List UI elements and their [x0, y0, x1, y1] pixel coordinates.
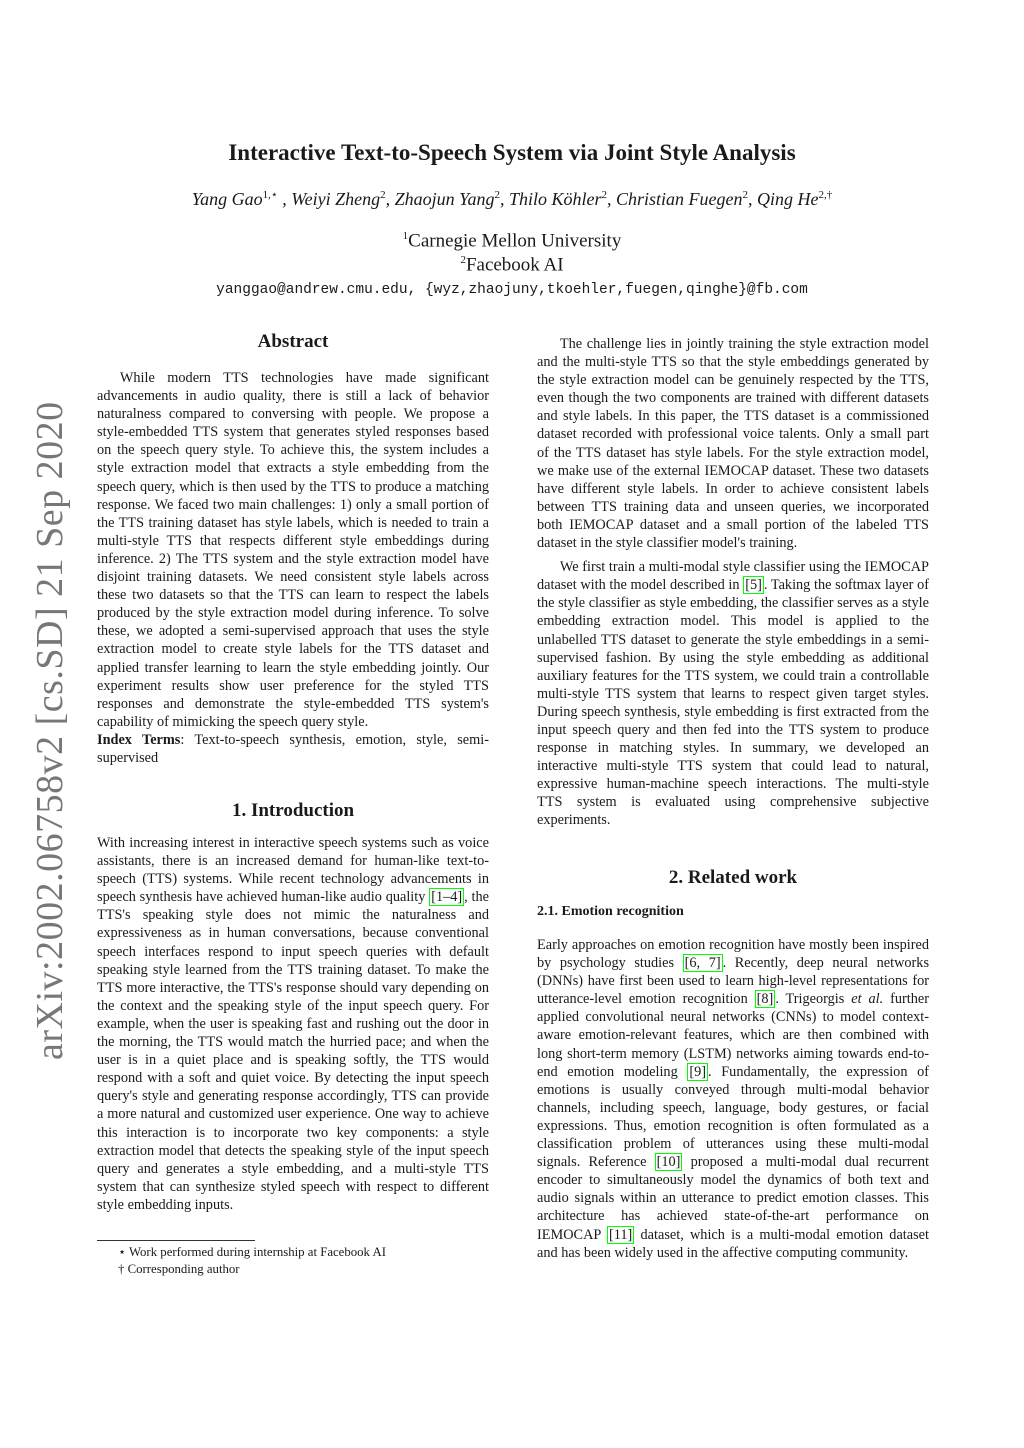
footnote-internship: ⋆ Work performed during internship at Facebook AI: [118, 1245, 386, 1259]
author-emails: yanggao@andrew.cmu.edu, {wyz,zhaojuny,tkoehler,fuegen,qinghe}@fb.com: [216, 282, 808, 298]
emotion-recognition-paragraph: [537, 936, 929, 1262]
text-run: . Recently, deep neural networks (DNNs) have first been used to learn high-level representations for utterance-level emotion recognition: [537, 955, 930, 1008]
text-run: With increasing interest in interactive speech systems such as voice assistants, there is an increased demand for human-like text-to-speech (TTS) systems. While recent technology advancements in speech synthesis have achieved human-like audio quality: [97, 835, 489, 906]
text-run: Early approaches on emotion recognition have mostly been inspired by psychology studies: [537, 937, 929, 972]
author-name: Yang Gao: [191, 189, 263, 209]
introduction-heading: 1. Introduction: [231, 800, 355, 821]
affiliation-facebook: [0, 254, 1024, 276]
author-affiliation-mark: 1,⋆: [262, 189, 278, 201]
citation-link[interactable]: [10]: [656, 1154, 681, 1171]
arxiv-identifier-sidebar: arXiv:2002.06758v2 [cs.SD] 21 Sep 2020: [29, 401, 71, 1060]
et-al: et al.: [851, 991, 884, 1008]
text-run: We first train a multi-modal style classifier using the IEMOCAP dataset with the model described in: [537, 559, 929, 594]
author-affiliation-mark: 2: [380, 189, 386, 201]
author-name: Weiyi Zheng: [291, 189, 381, 209]
approach-paragraph: [537, 558, 929, 829]
author-name: Thilo Köhler: [508, 189, 602, 209]
text-run: dataset, which is a multi-modal emotion dataset and has been widely used in the affective computing community.: [537, 1226, 929, 1261]
paper-title: Interactive Text-to-Speech System via Joint Style Analysis: [228, 140, 796, 165]
author-affiliation-mark: 2: [742, 189, 748, 201]
abstract-text: While modern TTS technologies have made significant advancements in audio quality, there is still a lack of behavior naturalness compared to conversing with people. We propose a style-embedded TTS system that generates styled responses based on the speech query style. To achieve this, the system includes a style extraction model that extracts a style embedding from the speech query, which is then used by the TTS to produce a matching response. We faced two main challenges: 1) only a small portion of the TTS training dataset has style labels, which is needed to train a multi-style TTS that respects different style embeddings during inference. 2) The TTS system and the style extraction model have disjoint training datasets. We need consistent style labels across these two datasets so that the TTS can learn to respect the labels produced by the style extraction model during inference. To solve these, we adopted a semi-supervised approach that uses the style extraction model to create style labels for the TTS dataset and applied transfer learning to learn the style embedding jointly. Our experiment results show user preference for the styled TTS responses and demonstrate the style-embedded TTS system's capability of mimicking the speech query style.: [97, 370, 489, 730]
introduction-paragraph: [97, 834, 489, 1214]
emotion-recognition-subheading: 2.1. Emotion recognition: [537, 904, 684, 919]
citation-link[interactable]: [1–4]: [431, 889, 463, 906]
affiliation-mark: 2: [460, 254, 466, 266]
right-column-body: [537, 335, 929, 830]
text-run: proposed a multi-modal dual recurrent encoder to simultaneously model the dynamics of both text and audio signals within an utterance to predict emotion classes. This architecture has achieved state-of-the-art performance on IEMOCAP: [537, 1154, 930, 1243]
text-run: . Fundamentally, the expression of emotions is usually conveyed through multi-modal behavior channels, including speech, language, body gestures, or facial expressions. Thus, emotion recognition is often formulated as a classification problem of utterances using these multi-modal signals. Reference: [537, 1063, 929, 1171]
affiliation-name: Carnegie Mellon University: [408, 230, 622, 252]
citation-link[interactable]: [8]: [756, 991, 774, 1008]
footnote-corresponding: † Corresponding author: [118, 1262, 240, 1276]
text-run: , the TTS's speaking style does not mimic the naturalness and expressiveness as in human conversations, because conventional speech interfaces respond to input speech queries with default speaking style learned from the TTS training dataset. To make the TTS more interactive, the TTS's response should vary depending on the context and the speaking style of the input speech query. For example, when the user is speaking fast and rushing out the door in the morning, the TTS would match the hurried pace; and when the user is in a quiet place and is speaking softly, the TTS would respond with a soft and quiet voice. By detecting the input speech query's style and generating response accordingly, TTS can provide a more natural and customized user experience. One way to achieve this interaction is to incorporate two key components: a style extraction model that detects the speaking style of the input speech query and generates a style embedding, and a multi-style TTS system that can synthesize styled speech with respect to different style embedding inputs.: [97, 889, 489, 1213]
related-work-heading: 2. Related work: [668, 867, 798, 888]
citation-link[interactable]: [9]: [689, 1063, 707, 1080]
abstract-heading: Abstract: [257, 331, 329, 352]
abstract-body: [97, 369, 489, 767]
affiliation-name: Facebook AI: [465, 254, 564, 276]
introduction-body: [97, 834, 489, 1214]
author-list: Yang Gao$^{1,⋆}$ , Weiyi Zheng$^2$, Zhaojun Yang$^2$, Thilo Köhler$^2$, Christian Fuegen$^2$, Qing $He^{2,\dagger}$: [191, 189, 833, 209]
author-name: Zhaojun Yang: [394, 189, 495, 209]
text-run: further applied convolutional neural networks (CNNs) to model context-aware emotion-relevant features, which are then combined with long short-term memory (LSTM) networks aiming towards end-to-end emotion modeling: [537, 991, 929, 1080]
text-run: . Trigeorgis: [775, 991, 852, 1008]
footnote-rule: [97, 1240, 255, 1241]
index-terms-text: : Text-to-speech synthesis, emotion, style, semi-supervised: [97, 731, 489, 766]
author-affiliation-mark: 2: [601, 189, 607, 201]
affiliation-mark: 1: [402, 230, 409, 242]
citation-link[interactable]: [11]: [609, 1226, 633, 1243]
challenge-paragraph: The challenge lies in jointly training the style extraction model and the multi-style TTS so that the style embeddings generated by the style extraction model can be genuinely respected by the TTS, even though the two components are trained with different datasets and style labels. In this paper, the TTS dataset is a commissioned dataset recorded with professional voice talents. Only a small part of the TTS dataset has style labels. For the style extraction model, we make use of the external IEMOCAP dataset. These two datasets have different style labels. In order to achieve consistent labels between TTS training data and unseen queries, we incorporated both IEMOCAP dataset and a small portion of the labeled TTS dataset in the style classifier model's training.: [537, 336, 929, 552]
author-name: Christian Fuegen: [615, 189, 743, 209]
text-run: . Taking the softmax layer of the style classifier as style embedding, the classifier serves as a style embedding extraction model. This model is applied to the unlabelled TTS dataset to generate the style embeddings in a semi-supervised fashion. By using the style embedding as additional auxiliary features for the TTS system, we could train a controllable multi-style TTS system that learns to respect given target styles. During speech synthesis, style embedding is first extracted from the input speech query and then fed into the TTS system to produce response in matching styles. In summary, we developed an interactive multi-style TTS system that could lead to natural, expressive human-machine speech interactions. The multi-style TTS system is evaluated using comprehensive subjective experiments.: [537, 577, 929, 829]
index-terms-label: Index Terms: [97, 731, 181, 748]
author-name: Qing He: [756, 189, 819, 209]
author-affiliation-mark: 2,†: [818, 189, 833, 201]
citation-link[interactable]: [6, 7]: [684, 955, 721, 972]
emotion-recognition-body: [537, 936, 929, 1262]
affiliation-cmu: [0, 230, 1024, 252]
author-affiliation-mark: 2: [494, 189, 500, 201]
index-terms: [97, 731, 489, 767]
citation-link[interactable]: [5]: [745, 577, 762, 594]
